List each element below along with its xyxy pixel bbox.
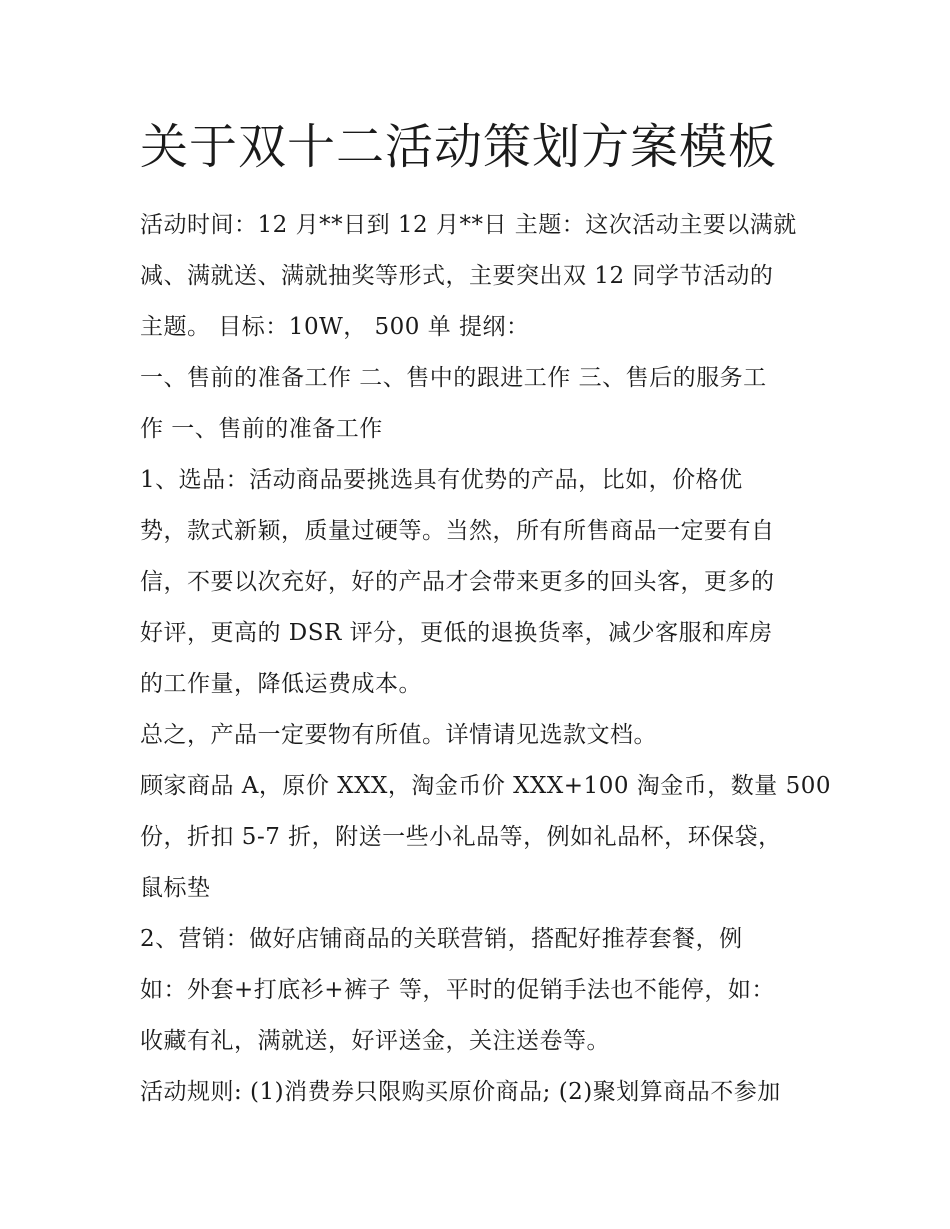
paragraph-outline bbox=[140, 353, 820, 455]
text-line: 活动规则: (1)消费券只限购买原价商品; (2)聚划算商品不参加 bbox=[140, 1079, 781, 1105]
text-line: 1、选品：活动商品要挑选具有优势的产品，比如，价格优 bbox=[140, 467, 743, 493]
text-line: 份，折扣 5-7 折，附送一些小礼品等，例如礼品杯，环保袋， bbox=[140, 824, 782, 850]
text-line: 总之，产品一定要物有所值。详情请见选款文档。 bbox=[140, 722, 657, 748]
paragraph-product-selection bbox=[140, 455, 820, 710]
document-title: 关于双十二活动策划方案模板 bbox=[140, 119, 778, 175]
text-line: 顾家商品 A，原价 XXX，淘金币价 XXX+100 淘金币，数量 500 bbox=[140, 773, 831, 799]
text-line: 好评，更高的 DSR 评分，更低的退换货率，减少客服和库房 bbox=[140, 620, 773, 646]
text-line: 一、售前的准备工作 二、售中的跟进工作 三、售后的服务工 bbox=[140, 365, 767, 391]
text-line: 活动时间：12 月**日到 12 月**日 主题：这次活动主要以满就 bbox=[140, 212, 797, 238]
text-line: 信，不要以次充好，好的产品才会带来更多的回头客，更多的 bbox=[140, 569, 775, 595]
paragraph-activity-rules bbox=[140, 1067, 820, 1118]
paragraph-product-a bbox=[140, 761, 831, 914]
text-line: 的工作量，降低运费成本。 bbox=[140, 671, 422, 697]
text-line: 势，款式新颖，质量过硬等。当然，所有所售商品一定要有自 bbox=[140, 518, 775, 544]
text-line: 如：外套+打底衫+裤子 等，平时的促销手法也不能停，如： bbox=[140, 977, 775, 1003]
document-page bbox=[140, 112, 831, 1118]
paragraph-activity-time bbox=[140, 200, 820, 353]
text-line: 减、满就送、满就抽奖等形式，主要突出双 12 同学节活动的 bbox=[140, 263, 774, 289]
text-line: 鼠标垫 bbox=[140, 875, 211, 901]
paragraph-summary bbox=[140, 710, 820, 761]
text-line: 作 一、售前的准备工作 bbox=[140, 416, 383, 442]
text-line: 收藏有礼，满就送，好评送金，关注送卷等。 bbox=[140, 1028, 610, 1054]
paragraph-marketing bbox=[140, 914, 820, 1067]
text-line: 2、营销：做好店铺商品的关联营销，搭配好推荐套餐，例 bbox=[140, 926, 743, 952]
text-line: 主题。 目标：10W， 500 单 提纲： bbox=[140, 314, 530, 340]
